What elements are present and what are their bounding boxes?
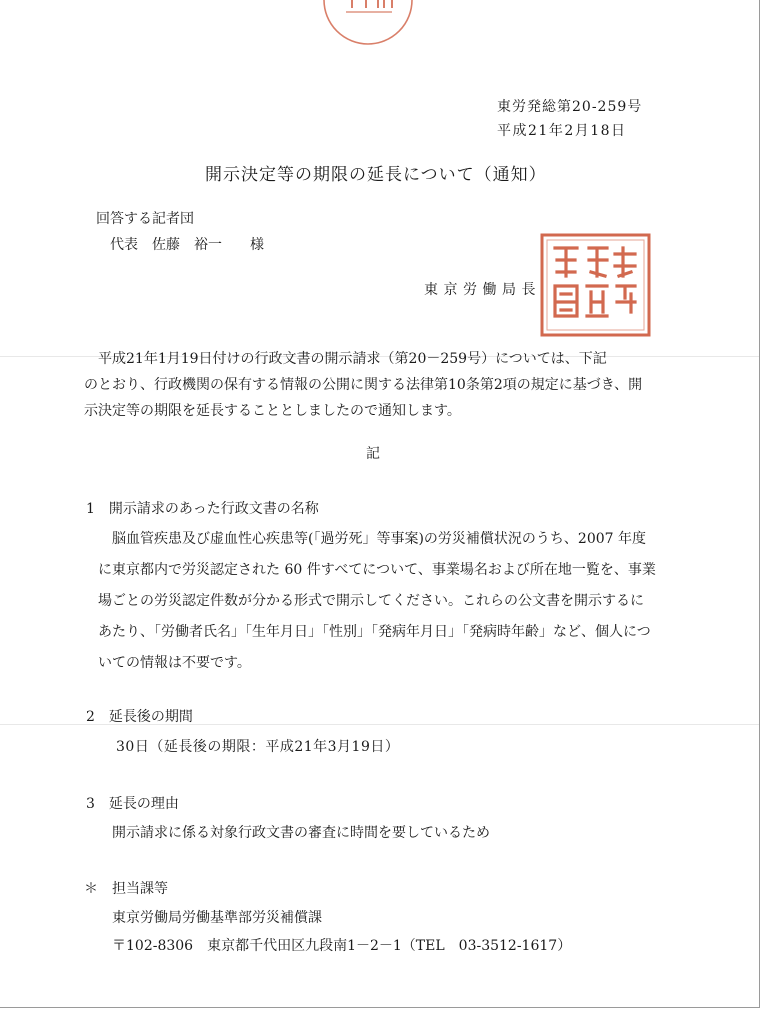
body-line: 示決定等の期限を延長することとしましたので通知します。 xyxy=(84,403,461,419)
ki-marker: 記 xyxy=(366,446,380,462)
section-1-line: 脳血管疾患及び虚血性心疾患等(「過労死」等事案)の労災補償状況のうち、2007 年度 xyxy=(98,531,647,547)
contact-address: 〒102-8306 東京都千代田区九段南1－2－1（TEL 03-3512-1617） xyxy=(112,938,572,954)
section-1-line: あたり、「労働者氏名」「生年月日」「性別」「発病年月日」「発病時年齢」など、個人につ xyxy=(98,624,651,640)
section-2-body: 30日（延長後の期限：平成21年3月19日） xyxy=(116,739,400,755)
document-date: 平成21年2月18日 xyxy=(497,123,627,139)
contact-heading: ＊ 担当課等 xyxy=(84,881,168,897)
section-1-line: 場ごとの労災認定件数が分かる形式で開示してください。これらの公文書を開示するに xyxy=(98,593,644,609)
receipt-seal-icon xyxy=(322,0,414,48)
section-3-body: 開示請求に係る対象行政文書の審査に時間を要しているため xyxy=(112,825,490,841)
section-1-line: いての情報は不要です。 xyxy=(98,655,251,671)
document-number: 東労発総第20-259号 xyxy=(497,99,643,115)
body-line: 平成21年1月19日付けの行政文書の開示請求（第20－259号）については、下記 xyxy=(84,351,607,367)
section-2-heading: 2 延長後の期間 xyxy=(86,709,193,725)
addressee-organization: 回答する記者団 xyxy=(96,211,194,227)
section-1-body xyxy=(98,524,678,679)
section-1-heading: 1 開示請求のあった行政文書の名称 xyxy=(86,501,319,517)
body-line: のとおり、行政機関の保有する情報の公開に関する法律第10条第2項の規定に基づき、開 xyxy=(84,377,643,393)
official-seal-icon xyxy=(539,232,652,338)
section-3-heading: 3 延長の理由 xyxy=(86,796,179,812)
notice-body xyxy=(84,346,674,424)
sender-name: 東京労働局長 xyxy=(424,282,541,298)
section-1-line: に東京都内で労災認定された 60 件すべてについて、事業場名および所在地一覧を、事業 xyxy=(98,562,656,578)
addressee-representative: 代表 佐藤 裕一 様 xyxy=(110,237,264,253)
document-title: 開示決定等の期限の延長について（通知） xyxy=(205,165,547,185)
contact-department: 東京労働局労働基準部労災補償課 xyxy=(112,910,322,926)
